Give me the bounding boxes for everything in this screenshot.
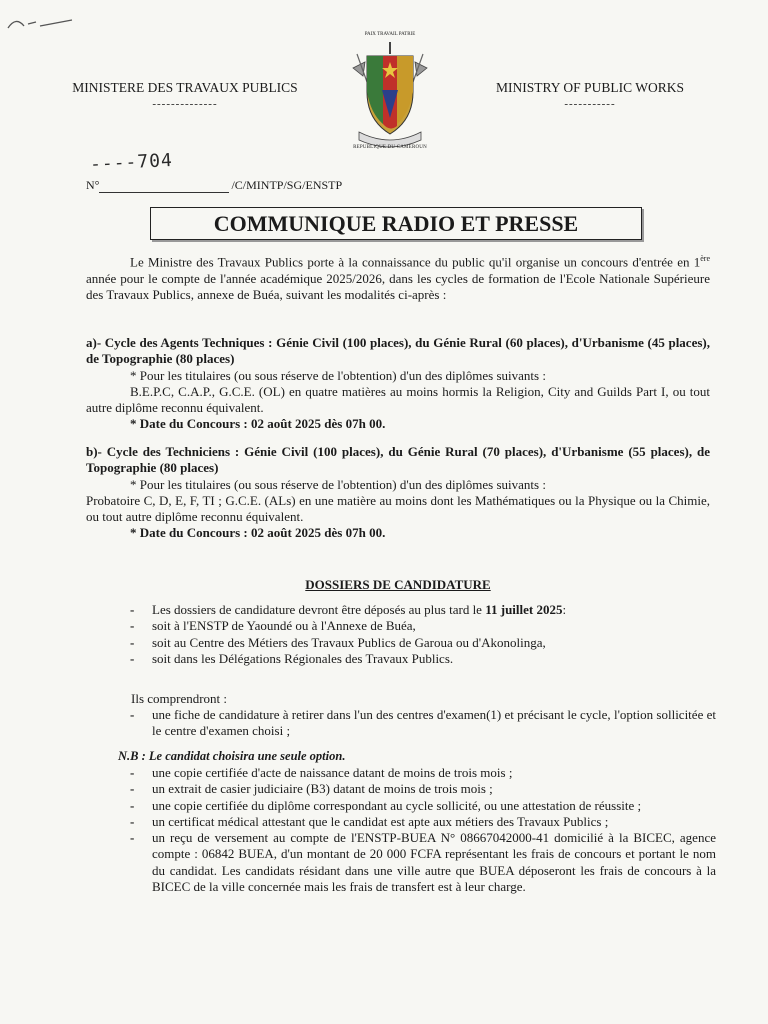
- comprise-label: Ils comprendront :: [131, 691, 228, 706]
- intro-superscript: ère: [700, 254, 710, 263]
- section-b-date: * Date du Concours : 02 août 2025 dès 07h 00.: [130, 525, 386, 541]
- deposit-deadline: 11 juillet 2025: [485, 602, 563, 617]
- communique-title: COMMUNIQUE RADIO ET PRESSE: [150, 207, 642, 240]
- header-dashes-left: --------------: [152, 98, 218, 110]
- reference-suffix: /C/MINTP/SG/ENSTP: [231, 178, 343, 192]
- section-a-date: * Date du Concours : 02 août 2025 dès 07h 00.: [130, 416, 386, 432]
- ministry-name-en: MINISTRY OF PUBLIC WORKS: [496, 80, 684, 95]
- section-a: [86, 335, 710, 433]
- list-item: [126, 602, 686, 618]
- shield-icon: [345, 32, 435, 150]
- list-item: - un extrait de casier judiciaire (B3) datant de moins de trois mois ;: [126, 781, 716, 797]
- section-a-requirement: * Pour les titulaires (ou sous réserve de l'obtention) d'un des diplômes suivants :: [130, 367, 546, 383]
- deposit-intro: Les dossiers de candidature devront être déposés au plus tard le: [152, 602, 486, 617]
- nb-note: N.B : Le candidat choisira une seule option.: [118, 749, 346, 763]
- form-list: [126, 707, 716, 740]
- corner-scribble: [6, 12, 76, 34]
- list-item: - soit à l'ENSTP de Yaoundé ou à l'Annexe de Buéa,: [126, 618, 686, 634]
- reference-prefix: N°: [86, 178, 100, 192]
- header-dashes-right: -----------: [564, 98, 616, 110]
- intro-text-1: Le Ministre des Travaux Publics porte à la connaissance du public qu'il organise un concours d'entrée en 1: [130, 254, 701, 270]
- reference-blank: [99, 192, 229, 193]
- list-item: - une copie certifiée d'acte de naissance datant de moins de trois mois ;: [126, 765, 716, 781]
- section-a-diplomas: B.E.P.C, C.A.P., G.C.E. (OL) en quatre matières au moins hormis la Religion, City and Guilds Part I, ou tout autre diplôme reconnu équivalent.: [86, 383, 710, 416]
- intro-text-2: année pour le compte de l'année académique 2025/2026, dans les cycles de formation de l'Ecole Nationale Supérieure des Travaux Publics, annexe de Buéa, suivant les modalités ci-après :: [86, 270, 710, 302]
- emblem-ribbon-text: REPUBLIQUE DU CAMEROUN: [353, 145, 427, 150]
- ministry-name-fr: MINISTERE DES TRAVAUX PUBLICS: [72, 80, 298, 95]
- list-item: - un certificat médical attestant que le candidat est apte aux métiers des Travaux Publics ;: [126, 814, 716, 830]
- list-item: - soit dans les Délégations Régionales des Travaux Publics.: [126, 651, 686, 667]
- dossiers-heading: DOSSIERS DE CANDIDATURE: [305, 577, 491, 592]
- ministry-header-en: [470, 80, 710, 110]
- list-item: - un reçu de versement au compte de l'ENSTP-BUEA N° 08667042000-41 domicilié à la BICEC, agence compte : 06842 BUEA, d'un montant de 20 000 FCFA représentant les frais de concours et portant le nom du candidat. Les candidats résidant dans une ville autre que BUEA déposeront les frais de concours à la BICEC de la ville concernée mais les frais de transfert est à leur charge.: [126, 830, 716, 895]
- deposit-end: :: [562, 602, 567, 617]
- section-b-diplomas: Probatoire C, D, E, F, TI ; G.C.E. (ALs) en une matière au moins dont les Mathématiques ou la Physique ou la Chimie, ou tout autre diplôme reconnu équivalent.: [86, 492, 710, 525]
- ministry-header-fr: [50, 80, 320, 110]
- section-b-title: b)- Cycle des Techniciens : Génie Civil (100 places), du Génie Rural (70 places), d'Urbanisme (55 places), de Topographie (80 places): [86, 444, 710, 476]
- section-b-requirement: * Pour les titulaires (ou sous réserve de l'obtention) d'un des diplômes suivants :: [130, 476, 546, 492]
- deposit-list: [126, 602, 686, 667]
- list-item: - une copie certifiée du diplôme correspondant au cycle sollicité, ou une attestation de réussite ;: [126, 798, 716, 814]
- documents-list: [126, 765, 716, 895]
- coat-of-arms-emblem: [345, 32, 435, 150]
- list-item: - une fiche de candidature à retirer dans l'un des centres d'examen(1) et précisant le cycle, l'option sollicitée et le centre d'examen choisi ;: [126, 707, 716, 740]
- intro-paragraph: [86, 251, 710, 303]
- handwritten-reference-number: ----704: [89, 149, 174, 176]
- reference-line: [86, 178, 342, 193]
- list-item: - soit au Centre des Métiers des Travaux Publics de Garoua ou d'Akonolinga,: [126, 635, 686, 651]
- section-a-title: a)- Cycle des Agents Techniques : Génie Civil (100 places), du Génie Rural (60 places), d'Urbanisme (45 places), de Topographie (80 places): [86, 335, 710, 367]
- section-b: [86, 444, 710, 542]
- emblem-motto: PAIX TRAVAIL PATRIE: [364, 32, 416, 37]
